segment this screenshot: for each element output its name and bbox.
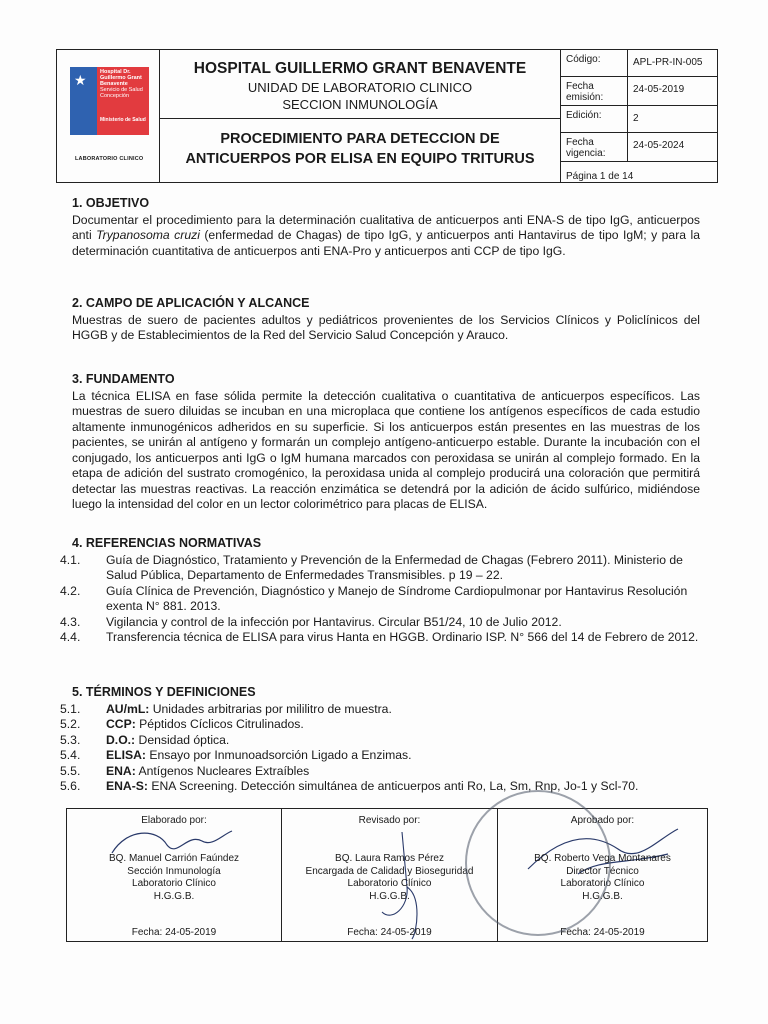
section-title: 5. TÉRMINOS Y DEFINICIONES	[72, 685, 256, 699]
signature-role: Aprobado por:	[570, 815, 635, 826]
procedure-cell	[160, 119, 561, 182]
hospital-logo	[70, 67, 148, 187]
unit-name: UNIDAD DE LABORATORIO CLINICO	[247, 80, 473, 95]
list-item: 5.2. CCP: Péptidos Cíclicos Citrulinados.	[60, 717, 304, 731]
procedure-title: PROCEDIMIENTO PARA DETECCION DE ANTICUERPOS POR ELISA EN EQUIPO TRITURUS	[185, 131, 535, 167]
section-referencias	[60, 536, 700, 646]
signature-date: Fecha: 24-05-2019	[131, 927, 217, 938]
hospital-name: HOSPITAL GUILLERMO GRANT BENAVENTE	[193, 60, 527, 77]
list-item: 4.2. Guía Clínica de Prevención, Diagnóstico y Manejo de Síndrome Cardiopulmonar por Hantavirus Resolución exenta N° 881. 2013.	[60, 583, 688, 613]
list-item: 5.1. AU/mL: Unidades arbitrarias por mililitro de muestra.	[60, 701, 392, 716]
section-title: 1. OBJETIVO	[72, 196, 150, 210]
section-objetivo	[72, 196, 700, 259]
signature-date: Fecha: 24-05-2019	[560, 927, 645, 938]
lab-label: LABORATORIO CLINICO	[75, 156, 144, 162]
section-title: 3. FUNDAMENTO	[72, 372, 175, 386]
title-cell	[160, 50, 561, 119]
section-text: Documentar el procedimiento para la determinación cualitativa de anticuerpos anti ENA-S de tipo IgG, anticuerpos anti Trypanosoma cruzi (enfermedad de Chagas) de tipo IgG, y anticuerpos anti Hantavirus de tipo IgM; y para la determinación cuantitativa de anticuerpos anti ENA-Pro y anticuerpos anti CCP de tipo IgG.	[72, 212, 700, 258]
document-header	[56, 49, 718, 183]
list-item: 5.6. ENA-S: ENA Screening. Detección simultánea de anticuerpos anti Ro, La, Sm, Rnp, Jo-1 y Scl-70.	[60, 779, 639, 793]
logo-text: Hospital Dr. Guillermo Grant Benavente Servicio de Salud Concepción	[97, 67, 149, 135]
signer-name: BQ. Roberto Vega Montanares	[534, 853, 671, 864]
official-stamp	[465, 790, 611, 936]
logo-ministry: Ministerio de Salud	[100, 117, 146, 123]
signature-elaborado: Elaborado por: BQ. Manuel Carrión Faúndez Sección Inmunología Laboratorio Clínico H.G.G.B. Fecha: 24-05-2019	[67, 809, 282, 941]
section-title: 4. REFERENCIAS NORMATIVAS	[72, 536, 262, 550]
signer-name: BQ. Laura Ramos Pérez	[335, 853, 444, 864]
definitions-list	[60, 701, 700, 795]
list-item: 4.3. Vigilancia y control de la infección por Hantavirus. Circular B51/24, 10 de Julio 2012.	[60, 614, 562, 629]
references-list	[60, 552, 700, 646]
logo-cell	[57, 50, 160, 182]
signature-table	[66, 808, 708, 942]
list-item: 5.3. D.O.: Densidad óptica.	[60, 732, 230, 747]
list-item: 5.5. ENA: Antígenos Nucleares Extraíbles	[60, 763, 310, 778]
list-item: 4.1. Guía de Diagnóstico, Tratamiento y Prevención de la Enfermedad de Chagas (Febrero 2011). Ministerio de Salud Pública, Departamento de Enfermedades Transmisibles. p 19 – 22.	[60, 552, 683, 582]
meta-row: Fecha vigencia: 24-05-2024	[561, 133, 717, 162]
list-item: 4.4. Transferencia técnica de ELISA para virus Hanta en HGGB. Ordinario ISP. N° 566 del 14 de Febrero de 2012.	[60, 630, 699, 644]
signature-role: Elaborado por:	[141, 815, 207, 826]
meta-row: Edición: 2	[561, 106, 717, 133]
signature-role: Revisado por:	[358, 815, 421, 826]
meta-row: Código: APL-PR-IN-005	[561, 50, 717, 77]
section-text: La técnica ELISA en fase sólida permite la detección cualitativa o cuantitativa de anticuerpos específicos. Las muestras de suero diluidas se incuban en una microplaca que contiene los antígenos específicos de cada estudio altamente inmunogénicos adheridos en su superficie. Si los anticuerpos están presentes en las muestras de los pacientes, se unirán al antígeno y formarán un complejo antígeno-anticuerpo estable. Durante la incubación con el conjugado, los anticuerpos anti IgG o IgM humana marcados con peroxidasa se unirán al complejo formado. En la etapa de adición del sustrato cromogénico, la peroxidasa unida al complejo producirá una coloración que permitirá detectar las muestras reactivas. La reacción enzimática se detendrá por la adición de ácido sulfúrico, midiéndose luego la intensidad del color en un lector colorimétrico para placas de ELISA.	[72, 388, 700, 511]
signature-aprobado: Aprobado por: BQ. Roberto Vega Montanares Director Técnico Laboratorio Clínico H.G.G.B. Fecha: 24-05-2019	[498, 809, 707, 941]
section-terminos	[60, 685, 700, 795]
signer-name: BQ. Manuel Carrión Faúndez	[108, 853, 240, 864]
star-icon: ★	[74, 72, 87, 88]
section-fundamento	[72, 372, 700, 513]
section-text: Muestras de suero de pacientes adultos y pediátricos provenientes de los Servicios Clínicos y Policlínicos del HGGB y de Establecimientos de la Red del Servicio Salud Concepción y Arauco.	[72, 312, 700, 342]
metadata-table	[561, 50, 717, 192]
meta-row: Fecha emisión: 24-05-2019	[561, 77, 717, 106]
section-name: SECCION INMUNOLOGÍA	[282, 97, 438, 112]
page-number-row: Página 1 de 14	[566, 171, 634, 182]
list-item: 5.4. ELISA: Ensayo por Inmunoadsorción Ligado a Enzimas.	[60, 748, 412, 762]
section-title: 2. CAMPO DE APLICACIÓN Y ALCANCE	[72, 296, 310, 310]
signature-revisado: Revisado por: BQ. Laura Ramos Pérez Encargada de Calidad y Bioseguridad Laboratorio Clínico H.G.G.B. Fecha: 24-05-2019	[282, 809, 498, 941]
section-campo	[72, 296, 700, 344]
signature-date: Fecha: 24-05-2019	[347, 927, 432, 938]
